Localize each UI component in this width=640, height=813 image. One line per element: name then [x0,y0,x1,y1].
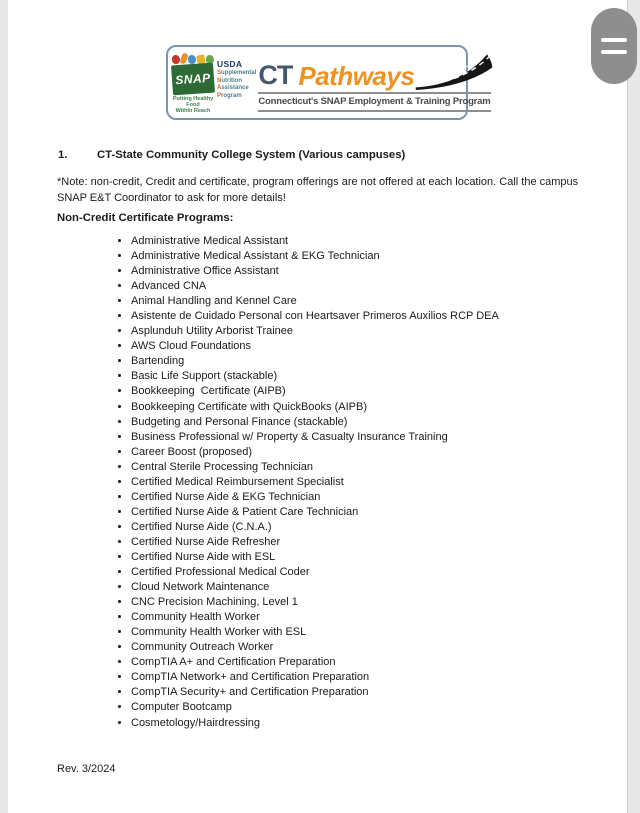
program-item: • Central Sterile Processing Technician [131,460,608,475]
program-item: • Asplunduh Utility Arborist Trainee [131,324,608,339]
ct-text: CT [258,59,293,90]
program-item: • Certified Professional Medical Coder [131,565,608,580]
program-item: • CompTIA Network+ and Certification Preparation [131,670,608,685]
program-item: • Basic Life Support (stackable) [131,369,608,384]
program-item: • Certified Nurse Aide with ESL [131,550,608,565]
logo-subtitle: Connecticut's SNAP Employment & Training Program [258,92,490,112]
snap-logo-text: SNAP [174,70,212,88]
program-item: • CompTIA Security+ and Certification Preparation [131,685,608,700]
heading-text: CT-State Community College System (Various campuses) [97,149,406,161]
program-item: • Certified Nurse Aide & Patient Care Technician [131,505,608,520]
program-item: • AWS Cloud Foundations [131,339,608,354]
usda-word: Assistance [217,85,249,91]
snap-logo-block [172,50,214,115]
hamburger-icon [601,50,627,54]
program-item: • Business Professional w/ Property & Casualty Insurance Training [131,430,608,445]
program-item: • Bookkeeping Certificate (AIPB) [131,384,608,399]
usda-word: Nutrition [217,77,243,84]
usda-program-words [217,70,256,100]
program-item: • Certified Nurse Aide Refresher [131,535,608,550]
program-item: • Administrative Office Assistant [131,264,608,279]
menu-button[interactable] [591,8,637,84]
program-item: • Community Outreach Worker [131,640,608,655]
program-item: • Certified Medical Reimbursement Specialist [131,475,608,490]
program-item: • Career Boost (proposed) [131,445,608,460]
program-list [108,234,608,731]
pathways-text: Pathways [298,60,415,91]
usda-title: USDA [217,59,243,69]
heading-number: 1. [58,149,68,161]
document-page [8,0,628,813]
program-item: • CompTIA A+ and Certification Preparation [131,655,608,670]
program-item: • Certified Nurse Aide & EKG Technician [131,490,608,505]
ct-pathways-logo [166,45,491,120]
usda-text-block [214,50,256,115]
program-item: • Administrative Medical Assistant & EKG Technician [131,249,608,264]
program-item: • Advanced CNA [131,279,608,294]
program-item: • Budgeting and Personal Finance (stackable) [131,415,608,430]
program-item: • Cloud Network Maintenance [131,580,608,595]
program-item: • Animal Handling and Kennel Care [131,294,608,309]
program-item: • Community Health Worker [131,610,608,625]
usda-word: Supplemental [217,70,257,76]
program-item: • CNC Precision Machining, Level 1 [131,595,608,610]
note-text: *Note: non-credit, Credit and certificate, program offerings are not offered at each location. Call the campus SNAP E&T Coordinator to ask for more details! [57,176,579,204]
program-item: • Administrative Medical Assistant [131,234,608,249]
section-heading [58,149,405,161]
snap-tagline: Putting Healthy Food Within Reach [172,96,214,114]
program-item: • Bartending [131,354,608,369]
snap-bag-icon [171,63,215,96]
road-swoosh-icon [414,49,494,96]
usda-word: Program [217,92,242,99]
ct-pathways-title-block [256,50,490,115]
program-item: • Certified Nurse Aide (C.N.A.) [131,520,608,535]
list-section-title: Non-Credit Certificate Programs: [57,212,234,224]
program-item: • Computer Bootcamp [131,700,608,715]
program-item: • Community Health Worker with ESL [131,625,608,640]
program-item: • Bookkeeping Certificate with QuickBooks (AIPB) [131,400,608,415]
hamburger-icon [601,38,627,42]
program-item: • Cosmetology/Hairdressing [131,716,608,731]
revision-date: Rev. 3/2024 [57,763,116,775]
program-item: • Asistente de Cuidado Personal con Heartsaver Primeros Auxilios RCP DEA [131,309,608,324]
